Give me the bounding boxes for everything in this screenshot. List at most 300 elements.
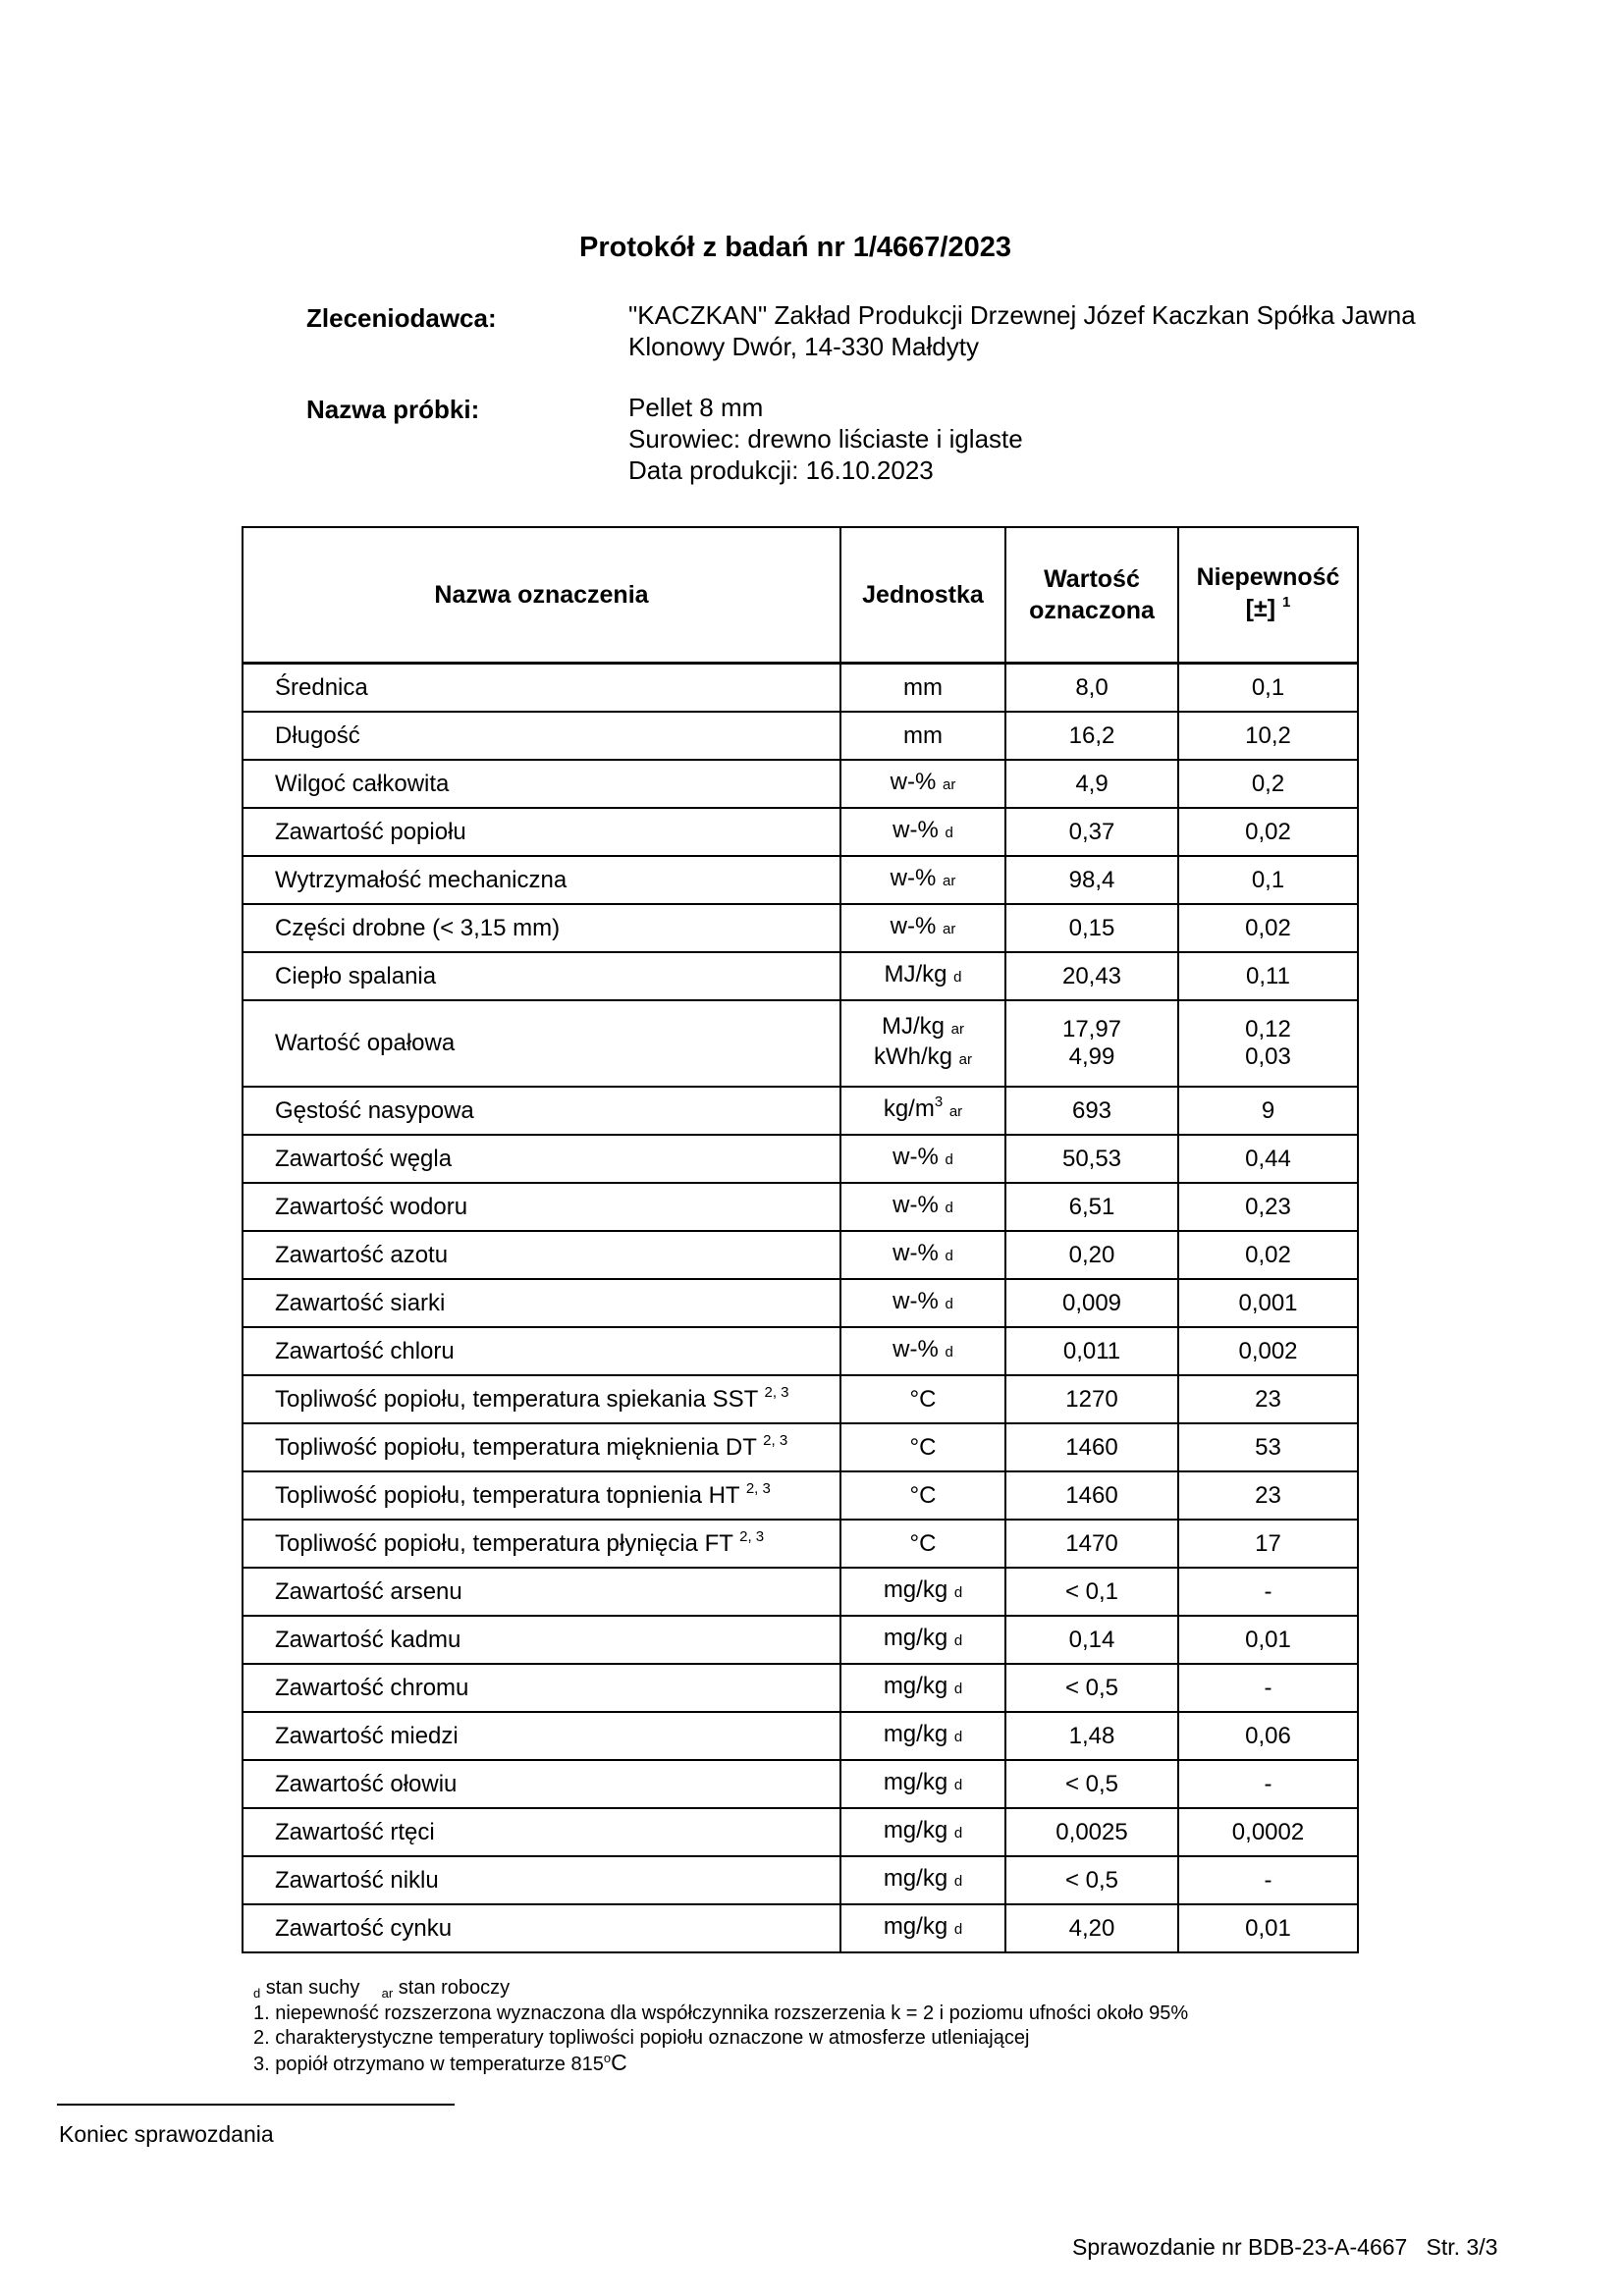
uncertainty-text: - <box>1264 1577 1272 1605</box>
cell-value <box>1005 1327 1178 1375</box>
unit-basis: d <box>953 1825 963 1842</box>
cell-uncertainty <box>1178 664 1358 713</box>
cell-value <box>1005 952 1178 1000</box>
parameter-name: Zawartość rtęci <box>275 1818 435 1845</box>
value-text: 0,009 <box>1061 1289 1122 1316</box>
cell-unit <box>840 1000 1005 1087</box>
unit-basis: d <box>953 1584 963 1601</box>
cell-uncertainty <box>1178 1471 1358 1520</box>
parameter-name: Zawartość niklu <box>275 1866 439 1894</box>
cell-unit <box>840 1904 1005 1952</box>
unit-text: °C <box>909 1481 937 1509</box>
table-row <box>243 1423 1358 1471</box>
table-row <box>243 952 1358 1000</box>
header-name: Nazwa oznaczenia <box>243 527 840 664</box>
cell-name <box>243 1231 840 1279</box>
cell-uncertainty <box>1178 1375 1358 1423</box>
unit-line <box>841 1336 1004 1366</box>
unit-line <box>841 1817 1004 1847</box>
cell-name <box>243 808 840 856</box>
cell-value <box>1005 1616 1178 1664</box>
cell-unit <box>840 808 1005 856</box>
value-text: 0,011 <box>1062 1337 1121 1364</box>
unit-line <box>841 1576 1004 1607</box>
cell-name <box>243 1135 840 1183</box>
uncertainty-text: 0,02 <box>1245 818 1291 845</box>
client-info <box>628 299 1416 362</box>
unit-text: mg/kg <box>883 1913 948 1940</box>
sample-material: Surowiec: drewno liściaste i iglaste <box>628 424 1023 454</box>
cell-unit <box>840 1183 1005 1231</box>
value-text: 6,51 <box>1068 1193 1115 1220</box>
parameter-name: Topliwość popiołu, temperatura spiekania SST <box>275 1385 758 1413</box>
cell-uncertainty <box>1178 1616 1358 1664</box>
parameter-name: Topliwość popiołu, temperatura topnienia HT <box>275 1481 740 1509</box>
unit-basis: d <box>953 969 962 986</box>
table-row <box>243 1327 1358 1375</box>
unit-line <box>841 1013 1004 1043</box>
unit-basis: d <box>953 1729 963 1745</box>
header-value: Wartość oznaczona <box>1005 527 1178 664</box>
value-text: 0,15 <box>1068 914 1115 941</box>
cell-value <box>1005 1471 1178 1520</box>
unit-basis: ar <box>943 776 956 793</box>
table-row <box>243 1135 1358 1183</box>
table-row <box>243 1712 1358 1760</box>
table-row <box>243 1279 1358 1327</box>
parameter-name: Zawartość miedzi <box>275 1722 459 1749</box>
client-name: "KACZKAN" Zakład Produkcji Drzewnej Józef Kaczkan Spółka Jawna <box>628 300 1416 330</box>
value-text: 693 <box>1071 1096 1112 1124</box>
unit-text: mg/kg <box>883 1721 948 1747</box>
cell-name <box>243 1856 840 1904</box>
unit-basis: d <box>945 1344 953 1361</box>
results-table <box>242 526 1359 1953</box>
unit-basis: d <box>953 1777 963 1793</box>
unit-text: w-% <box>890 865 937 891</box>
client-address: Klonowy Dwór, 14-330 Małdyty <box>628 332 979 361</box>
table-row <box>243 1087 1358 1135</box>
unit-basis: d <box>953 1681 963 1697</box>
cell-value <box>1005 856 1178 904</box>
cell-value <box>1005 1000 1178 1087</box>
value-text: 1470 <box>1065 1529 1118 1557</box>
unit-text: MJ/kg <box>881 1013 945 1040</box>
parameter-name: Zawartość wodoru <box>275 1193 468 1220</box>
cell-value <box>1005 1808 1178 1856</box>
value-text: 1270 <box>1065 1385 1118 1413</box>
cell-name <box>243 904 840 952</box>
cell-uncertainty <box>1178 1712 1358 1760</box>
cell-unit <box>840 712 1005 760</box>
table-row <box>243 1231 1358 1279</box>
parameter-footnote-ref: 2, 3 <box>745 1479 771 1497</box>
cell-uncertainty <box>1178 1279 1358 1327</box>
unit-text: w-% <box>893 1240 939 1266</box>
unit-text: MJ/kg <box>884 961 947 988</box>
table-row <box>243 1000 1358 1087</box>
parameter-name: Długość <box>275 721 360 749</box>
parameter-name: Zawartość kadmu <box>275 1626 461 1653</box>
unit-text: w-% <box>890 769 937 795</box>
parameter-name: Zawartość azotu <box>275 1241 449 1268</box>
cell-uncertainty <box>1178 1000 1358 1087</box>
sample-info <box>628 392 1023 486</box>
cell-value <box>1005 1423 1178 1471</box>
unit-basis: ar <box>958 1051 973 1068</box>
value-text: 4,99 <box>1068 1043 1115 1070</box>
unit-line <box>841 674 1004 702</box>
cell-unit <box>840 1760 1005 1808</box>
cell-uncertainty <box>1178 1135 1358 1183</box>
cell-name <box>243 1568 840 1616</box>
cell-value <box>1005 1760 1178 1808</box>
unit-text: °C <box>909 1529 937 1557</box>
parameter-name: Zawartość chloru <box>275 1337 455 1364</box>
cell-uncertainty <box>1178 712 1358 760</box>
unit-basis: ar <box>948 1103 963 1120</box>
unit-text: w-% <box>893 1192 939 1218</box>
sample-production-date: Data produkcji: 16.10.2023 <box>628 455 934 485</box>
cell-name <box>243 1000 840 1087</box>
cell-unit <box>840 1664 1005 1712</box>
page-footer: Sprawozdanie nr BDB-23-A-4667 Str. 3/3 <box>1072 2234 1498 2260</box>
table-row <box>243 1183 1358 1231</box>
table-row <box>243 904 1358 952</box>
cell-name <box>243 1087 840 1135</box>
cell-uncertainty <box>1178 1520 1358 1568</box>
unit-basis: d <box>945 1296 953 1312</box>
unit-text: mg/kg <box>883 1865 948 1892</box>
uncertainty-text: 10,2 <box>1245 721 1291 749</box>
parameter-name: Zawartość popiołu <box>275 818 466 845</box>
parameter-name: Zawartość siarki <box>275 1289 446 1316</box>
sample-name: Pellet 8 mm <box>628 393 764 422</box>
uncertainty-text: 53 <box>1255 1433 1281 1461</box>
cell-name <box>243 1183 840 1231</box>
unit-line <box>841 769 1004 799</box>
cell-value <box>1005 1712 1178 1760</box>
unit-line <box>841 1530 1004 1558</box>
cell-name <box>243 1471 840 1520</box>
unit-text: mg/kg <box>883 1769 948 1795</box>
value-text: 50,53 <box>1061 1145 1122 1172</box>
unit-line <box>841 1673 1004 1703</box>
unit-line <box>841 1625 1004 1655</box>
cell-unit <box>840 1327 1005 1375</box>
unit-line <box>841 1769 1004 1799</box>
unit-text: mg/kg <box>883 1817 948 1843</box>
value-text: 4,9 <box>1075 770 1109 797</box>
unit-line <box>841 722 1004 750</box>
uncertainty-text: 0,12 <box>1245 1016 1291 1042</box>
cell-value <box>1005 664 1178 713</box>
unit-line <box>841 865 1004 895</box>
parameter-name: Średnica <box>275 673 368 701</box>
cell-name <box>243 1375 840 1423</box>
parameter-footnote-ref: 2, 3 <box>764 1383 789 1401</box>
table-row <box>243 808 1358 856</box>
cell-name <box>243 1712 840 1760</box>
unit-line <box>841 817 1004 847</box>
cell-value <box>1005 1231 1178 1279</box>
unit-line <box>841 1865 1004 1896</box>
unit-basis: d <box>953 1873 963 1890</box>
unit-basis: ar <box>943 921 956 937</box>
unit-basis: d <box>945 1200 953 1216</box>
cell-uncertainty <box>1178 952 1358 1000</box>
value-text: 8,0 <box>1075 673 1109 701</box>
cell-unit <box>840 1712 1005 1760</box>
table-row <box>243 1856 1358 1904</box>
value-text: 98,4 <box>1068 866 1115 893</box>
parameter-footnote-ref: 2, 3 <box>739 1527 765 1545</box>
value-text: < 0,1 <box>1064 1577 1119 1605</box>
uncertainty-text: 17 <box>1255 1529 1281 1557</box>
cell-name <box>243 760 840 808</box>
value-text: 0,14 <box>1068 1626 1115 1653</box>
cell-value <box>1005 808 1178 856</box>
cell-unit <box>840 1616 1005 1664</box>
cell-name <box>243 712 840 760</box>
table-row <box>243 1904 1358 1952</box>
end-of-report: Koniec sprawozdania <box>59 2121 274 2147</box>
uncertainty-text: 0,01 <box>1245 1914 1291 1942</box>
cell-uncertainty <box>1178 856 1358 904</box>
unit-basis: ar <box>943 873 956 889</box>
cell-value <box>1005 1087 1178 1135</box>
uncertainty-text: 0,0002 <box>1231 1818 1305 1845</box>
uncertainty-text: 0,23 <box>1245 1193 1291 1220</box>
unit-text: mg/kg <box>883 1576 948 1603</box>
uncertainty-text: 0,06 <box>1245 1722 1291 1749</box>
uncertainty-text: 0,1 <box>1251 866 1285 893</box>
unit-text: mg/kg <box>883 1625 948 1651</box>
cell-value <box>1005 1279 1178 1327</box>
cell-uncertainty <box>1178 1808 1358 1856</box>
cell-uncertainty <box>1178 904 1358 952</box>
footnote-legend: $_d$ stan suchy $_{ar}$ stan roboczy <box>253 1977 511 2001</box>
uncertainty-text: - <box>1264 1674 1272 1701</box>
cell-name <box>243 1423 840 1471</box>
unit-text: w-% <box>893 1144 939 1170</box>
parameter-name: Zawartość ołowiu <box>275 1770 458 1797</box>
unit-text: w-% <box>890 913 937 939</box>
table-row <box>243 1375 1358 1423</box>
cell-unit <box>840 1231 1005 1279</box>
cell-value <box>1005 1183 1178 1231</box>
cell-name <box>243 1664 840 1712</box>
cell-unit <box>840 760 1005 808</box>
cell-name <box>243 664 840 713</box>
cell-unit <box>840 1087 1005 1135</box>
unit-text: kg/m <box>883 1095 935 1122</box>
unit-basis: d <box>945 1248 953 1264</box>
cell-value <box>1005 1664 1178 1712</box>
cell-name <box>243 1616 840 1664</box>
unit-text: mg/kg <box>883 1673 948 1699</box>
header-unit: Jednostka <box>840 527 1005 664</box>
unit-line <box>841 1913 1004 1944</box>
cell-uncertainty <box>1178 1087 1358 1135</box>
cell-uncertainty <box>1178 808 1358 856</box>
cell-unit <box>840 952 1005 1000</box>
cell-name <box>243 1279 840 1327</box>
unit-basis: d <box>945 825 953 841</box>
uncertainty-text: 0,02 <box>1245 914 1291 941</box>
cell-uncertainty <box>1178 1327 1358 1375</box>
uncertainty-text: 0,002 <box>1238 1337 1298 1364</box>
value-text: 1460 <box>1065 1433 1118 1461</box>
parameter-name: Wytrzymałość mechaniczna <box>275 866 568 893</box>
unit-basis: ar <box>950 1021 965 1038</box>
unit-line <box>841 1240 1004 1270</box>
cell-unit <box>840 1423 1005 1471</box>
value-text: < 0,5 <box>1064 1866 1119 1894</box>
table-row <box>243 1568 1358 1616</box>
value-text: 1,48 <box>1068 1722 1115 1749</box>
parameter-name: Zawartość arsenu <box>275 1577 462 1605</box>
uncertainty-text: 0,01 <box>1245 1626 1291 1653</box>
uncertainty-text: 0,03 <box>1245 1043 1291 1070</box>
table-row <box>243 1471 1358 1520</box>
unit-line <box>841 1434 1004 1462</box>
table-row <box>243 1520 1358 1568</box>
unit-text: w-% <box>893 817 939 843</box>
cell-uncertainty <box>1178 1664 1358 1712</box>
unit-line <box>841 1288 1004 1318</box>
uncertainty-text: - <box>1264 1866 1272 1894</box>
unit-text: mm <box>903 721 943 749</box>
cell-name <box>243 1904 840 1952</box>
unit-line <box>841 1721 1004 1751</box>
value-text: 0,20 <box>1068 1241 1115 1268</box>
cell-uncertainty <box>1178 1231 1358 1279</box>
cell-value <box>1005 712 1178 760</box>
cell-value <box>1005 1520 1178 1568</box>
uncertainty-text: 0,02 <box>1245 1241 1291 1268</box>
cell-name <box>243 1520 840 1568</box>
footnote-3: 3. popiół otrzymano w temperaturze 815$^o$C <box>253 2050 627 2075</box>
cell-unit <box>840 904 1005 952</box>
table-row <box>243 664 1358 713</box>
parameter-name: Zawartość chromu <box>275 1674 469 1701</box>
unit-superscript: 3 <box>934 1094 944 1110</box>
cell-unit <box>840 1471 1005 1520</box>
parameter-footnote-ref: 2, 3 <box>763 1431 788 1449</box>
parameter-name: Zawartość cynku <box>275 1914 453 1942</box>
table-row <box>243 1664 1358 1712</box>
footnote-2: 2. charakterystyczne temperatury topliwości popiołu oznaczone w atmosferze utleniającej <box>253 2027 1030 2049</box>
cell-name <box>243 856 840 904</box>
parameter-name: Topliwość popiołu, temperatura płynięcia FT <box>275 1529 733 1557</box>
parameter-name: Wilgoć całkowita <box>275 770 450 797</box>
cell-uncertainty <box>1178 1423 1358 1471</box>
uncertainty-text: 23 <box>1255 1385 1281 1413</box>
unit-line <box>841 961 1004 991</box>
footnote-1: 1. niepewność rozszerzona wyznaczona dla współczynnika rozszerzenia k = 2 i poziomu ufności około 95% <box>253 2002 1189 2024</box>
uncertainty-text: 23 <box>1255 1481 1281 1509</box>
cell-unit <box>840 664 1005 713</box>
cell-value <box>1005 904 1178 952</box>
cell-name <box>243 1327 840 1375</box>
cell-unit <box>840 1568 1005 1616</box>
unit-text: kWh/kg <box>873 1043 952 1070</box>
table-row <box>243 856 1358 904</box>
unit-basis: d <box>953 1632 963 1649</box>
value-text: < 0,5 <box>1064 1770 1119 1797</box>
unit-text: °C <box>909 1385 937 1413</box>
unit-line <box>841 1192 1004 1222</box>
uncertainty-text: 0,44 <box>1245 1145 1291 1172</box>
parameter-name: Ciepło spalania <box>275 962 437 989</box>
cell-value <box>1005 1904 1178 1952</box>
cell-name <box>243 952 840 1000</box>
unit-line <box>841 1043 1004 1074</box>
cell-unit <box>840 1520 1005 1568</box>
uncertainty-text: 0,1 <box>1251 673 1285 701</box>
value-text: 16,2 <box>1068 721 1115 749</box>
value-text: 17,97 <box>1061 1016 1122 1042</box>
end-divider <box>57 2104 455 2106</box>
cell-value <box>1005 1856 1178 1904</box>
uncertainty-text: 0,11 <box>1246 962 1290 989</box>
sample-label: Nazwa próbki: <box>306 395 480 424</box>
value-text: 4,20 <box>1068 1914 1115 1942</box>
value-text: < 0,5 <box>1064 1674 1119 1701</box>
table-row <box>243 1616 1358 1664</box>
header-uncertainty: Niepewność [±] $^1$ <box>1178 527 1358 664</box>
table-body <box>243 664 1358 1953</box>
cell-value <box>1005 1568 1178 1616</box>
parameter-name: Gęstość nasypowa <box>275 1096 474 1124</box>
client-label: Zleceniodawca: <box>306 303 497 333</box>
cell-unit <box>840 1856 1005 1904</box>
unit-line <box>841 1095 1004 1126</box>
cell-name <box>243 1808 840 1856</box>
cell-value <box>1005 760 1178 808</box>
parameter-name: Zawartość węgla <box>275 1145 453 1172</box>
unit-text: w-% <box>893 1336 939 1362</box>
page-title: Protokół z badań nr 1/4667/2023 <box>578 232 1011 263</box>
cell-uncertainty <box>1178 1183 1358 1231</box>
value-text: 20,43 <box>1061 962 1122 989</box>
parameter-name: Części drobne (< 3,15 mm) <box>275 914 561 941</box>
cell-unit <box>840 1279 1005 1327</box>
cell-unit <box>840 1808 1005 1856</box>
value-text: 0,0025 <box>1055 1818 1128 1845</box>
cell-unit <box>840 856 1005 904</box>
value-text: 1460 <box>1065 1481 1118 1509</box>
uncertainty-text: 0,2 <box>1251 770 1285 797</box>
unit-basis: d <box>953 1921 963 1938</box>
value-text: 0,37 <box>1068 818 1115 845</box>
unit-basis: d <box>945 1151 953 1168</box>
unit-line <box>841 1386 1004 1414</box>
cell-unit <box>840 1375 1005 1423</box>
cell-uncertainty <box>1178 1856 1358 1904</box>
cell-value <box>1005 1135 1178 1183</box>
unit-line <box>841 1144 1004 1174</box>
cell-value <box>1005 1375 1178 1423</box>
uncertainty-text: 9 <box>1261 1096 1275 1124</box>
cell-unit <box>840 1135 1005 1183</box>
table-row <box>243 760 1358 808</box>
parameter-name: Topliwość popiołu, temperatura mięknienia DT <box>275 1433 757 1461</box>
cell-uncertainty <box>1178 1760 1358 1808</box>
table-header-row <box>243 527 1358 664</box>
cell-uncertainty <box>1178 1568 1358 1616</box>
